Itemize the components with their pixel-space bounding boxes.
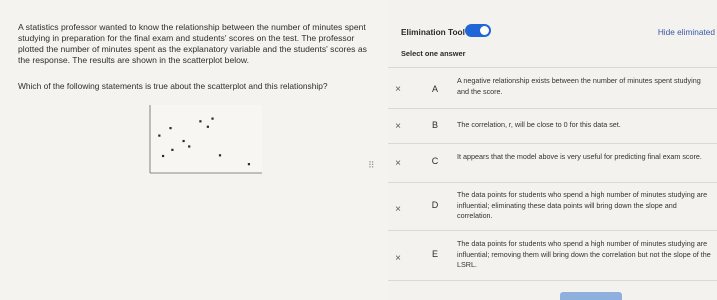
choice-letter: E [431, 249, 438, 259]
scatterplot [100, 95, 270, 185]
eliminate-d-button[interactable]: × [395, 204, 401, 215]
elimination-toggle[interactable] [465, 24, 491, 37]
choice-a[interactable] [388, 74, 717, 106]
scatter-point [183, 140, 185, 142]
choice-text: It appears that the model above is very useful for predicting final exam score. [457, 152, 702, 161]
scatter-point [248, 163, 250, 165]
eliminate-e-button[interactable]: × [395, 253, 401, 264]
choice-d[interactable] [388, 188, 717, 226]
scatter-point [158, 135, 160, 137]
scatter-point [207, 126, 209, 128]
hide-eliminated-link[interactable]: Hide eliminated [657, 27, 715, 37]
choice-letter: B [431, 120, 438, 130]
eliminate-c-button[interactable]: × [395, 158, 401, 169]
answer-panel [368, 0, 717, 300]
divider [388, 230, 717, 231]
scatter-point [219, 154, 221, 156]
eliminate-b-button[interactable]: × [395, 121, 401, 132]
drag-handle-icon[interactable]: ⠿ [368, 160, 375, 170]
divider [388, 182, 717, 183]
choice-text: The data points for students who spend a high number of minutes studying are influential; eliminating these data points will bring down the slope and correlation. [457, 190, 708, 220]
divider [388, 280, 717, 281]
choice-letter: C [431, 156, 439, 166]
choice-text: The data points for students who spend a high number of minutes studying are influential; removing them will bring down the correlation but not the slope of the LSRL. [457, 239, 711, 269]
toggle-knob [480, 26, 489, 35]
scatter-point [188, 145, 190, 147]
elimination-tool-label: Elimination Tool [401, 27, 465, 37]
choice-c[interactable] [368, 148, 717, 178]
scatter-point [199, 120, 201, 122]
divider [388, 143, 717, 144]
scatter-point [162, 155, 164, 157]
choice-text: The correlation, r, will be close to 0 for this data set. [457, 120, 621, 129]
choice-b[interactable] [388, 112, 717, 140]
scatter-point [211, 118, 213, 120]
choice-letter: D [431, 200, 439, 210]
divider [388, 108, 717, 109]
eliminate-a-button[interactable]: × [395, 84, 401, 95]
plot-area [150, 105, 262, 173]
choice-text: A negative relationship exists between the number of minutes spent studying and the score. [457, 76, 701, 96]
select-one-answer-label: Select one answer [401, 49, 466, 58]
question-text: A statistics professor wanted to know the relationship between the number of minutes spent studying in preparation for the final exam and students' scores on the test. The professor plotted the number of minutes spent as the explanatory variable and the students' scores as the response. The results are shown in the scatterplot below. [18, 22, 367, 65]
scatter-point [171, 149, 173, 151]
scatter-point [169, 127, 171, 129]
question-prompt: Which of the following statements is true about the scatterplot and this relationship? [18, 81, 328, 91]
choice-e[interactable] [388, 237, 717, 275]
choice-letter: A [431, 84, 438, 94]
divider [388, 67, 717, 68]
next-button[interactable] [560, 292, 622, 300]
